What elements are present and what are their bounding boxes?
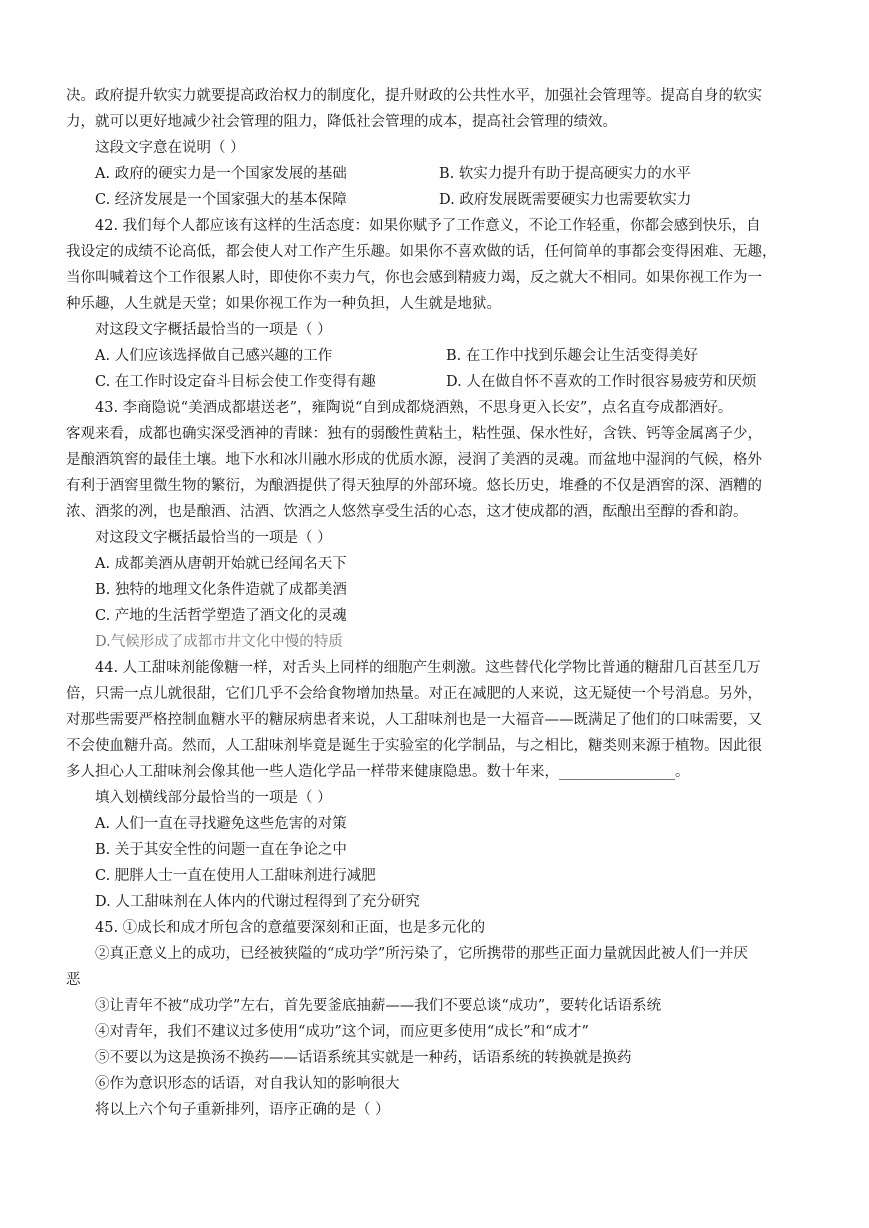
q44-option-d: D. 人工甜味剂在人体内的代谢过程得到了充分研究 <box>95 894 420 910</box>
q42-option-b: B. 在工作中找到乐趣会让生活变得美好 <box>446 348 698 364</box>
q44-prompt: 填入划横线部分最恰当的一项是（ ） <box>95 790 332 806</box>
q43-passage-line: 43. 李商隐说“美酒成都堪送老”，雍陶说“自到成都烧酒熟，不思身更入长安”，点名直夸成都酒好。 <box>95 400 733 416</box>
q41-option-a: A. 政府的硬实力是一个国家发展的基础 <box>95 166 347 182</box>
q45-sentence: ⑤不要以为这是换汤不换药——话语系统其实就是一种药，话语系统的转换就是换药 <box>95 1050 632 1066</box>
q41-option-c: C. 经济发展是一个国家强大的基本保障 <box>95 192 347 208</box>
q42-passage-line: 当你叫喊着这个工作很累人时，即使你不卖力气，你也会感到精疲力竭，反之就大不相同。如果你视工作为一 <box>66 270 762 286</box>
q44-option-c: C. 肥胖人士一直在使用人工甜味剂进行减肥 <box>95 868 376 884</box>
q42-passage-line: 种乐趣，人生就是天堂；如果你视工作为一种负担，人生就是地狱。 <box>66 296 501 312</box>
q44-passage-line: 多人担心人工甜味剂会像其他一些人造化学品一样带来健康隐患。数十年来，________________。 <box>66 764 690 780</box>
q44-option-a: A. 人们一直在寻找避免这些危害的对策 <box>95 816 347 832</box>
q45-sentence-cont: 恶 <box>66 972 81 988</box>
q41-option-b: B. 软实力提升有助于提高硬实力的水平 <box>439 166 691 182</box>
q41-option-d: D. 政府发展既需要硬实力也需要软实力 <box>439 192 692 208</box>
q43-option-a: A. 成都美酒从唐朝开始就已经闻名天下 <box>95 556 347 572</box>
q45-sentence: ②真正意义上的成功，已经被狭隘的“成功学”所污染了，它所携带的那些正面力量就因此被人们一并厌 <box>95 946 748 962</box>
q45-sentence: ④对青年，我们不建议过多使用“成功”这个词，而应更多使用“成长”和“成才” <box>95 1024 589 1040</box>
q44-passage-line: 倍，只需一点儿就很甜，它们几乎不会给食物增加热量。对正在减肥的人来说，这无疑使一个号消息。另外， <box>66 686 762 702</box>
q43-passage-line: 客观来看，成都也确实深受酒神的青睐：独有的弱酸性黄粘土，粘性强、保水性好，含铁、钙等金属离子少， <box>66 426 762 442</box>
q41-prompt: 这段文字意在说明（ ） <box>95 140 245 156</box>
q43-option-b: B. 独特的地理文化条件造就了成都美酒 <box>95 582 347 598</box>
q42-option-a: A. 人们应该选择做自己感兴趣的工作 <box>95 348 333 364</box>
q41-passage-line: 力，就可以更好地减少社会管理的阻力，降低社会管理的成本，提高社会管理的绩效。 <box>66 114 617 130</box>
q43-passage-line: 有利于酒窖里微生物的繁衍，为酿酒提供了得天独厚的外部环境。悠长历史，堆叠的不仅是酒窖的深、酒糟的 <box>66 478 762 494</box>
q42-prompt: 对这段文字概括最恰当的一项是（ ） <box>95 322 332 338</box>
q42-passage-line: 42. 我们每个人都应该有这样的生活态度：如果你赋予了工作意义，不论工作轻重，你都会感到快乐，自 <box>95 218 761 234</box>
q45-sentence: ⑥作为意识形态的话语，对自我认知的影响很大 <box>95 1076 400 1092</box>
q43-option-d: D.气候形成了成都市井文化中慢的特质 <box>95 634 343 650</box>
q45-sentence: 45. ①成长和成才所包含的意蕴要深刻和正面，也是多元化的 <box>95 920 486 936</box>
q42-option-c: C. 在工作时设定奋斗目标会使工作变得有趣 <box>95 374 376 390</box>
q43-prompt: 对这段文字概括最恰当的一项是（ ） <box>95 530 332 546</box>
q45-sentence: ③让青年不被“成功学”左右，首先要釜底抽薪——我们不要总谈“成功”，要转化话语系统 <box>95 998 662 1014</box>
q45-prompt: 将以上六个句子重新排列，语序正确的是（ ） <box>95 1102 390 1118</box>
q43-option-c: C. 产地的生活哲学塑造了酒文化的灵魂 <box>95 608 347 624</box>
q44-passage-line: 44. 人工甜味剂能像糖一样，对舌头上同样的细胞产生刺激。这些替代化学物比普通的糖甜几百甚至几万 <box>95 660 761 676</box>
q44-passage-line: 对那些需要严格控制血糖水平的糖尿病患者来说，人工甜味剂也是一大福音——既满足了他们的口味需要，又 <box>66 712 762 728</box>
q42-option-d: D. 人在做自怀不喜欢的工作时很容易疲劳和厌烦 <box>446 374 757 390</box>
q42-passage-line: 我设定的成绩不论高低，都会使人对工作产生乐趣。如果你不喜欢做的话，任何简单的事都会变得困难、无趣， <box>66 244 777 260</box>
q43-passage-line: 是酿酒筑窖的最佳土壤。地下水和冰川融水形成的优质水源，浸润了美酒的灵魂。而盆地中湿润的气候，格外 <box>66 452 762 468</box>
q44-option-b: B. 关于其安全性的问题一直在争论之中 <box>95 842 347 858</box>
q44-passage-line: 不会使血糖升高。然而，人工甜味剂毕竟是诞生于实验室的化学制品，与之相比，糖类则来源于植物。因此很 <box>66 738 762 754</box>
q41-passage-line: 决。政府提升软实力就要提高政治权力的制度化，提升财政的公共性水平，加强社会管理等。提高自身的软实 <box>66 88 762 104</box>
q43-passage-line: 浓、酒浆的冽，也是酿酒、沽酒、饮酒之人悠然享受生活的心态，这才使成都的酒，酝酿出至醇的香和韵。 <box>66 504 748 520</box>
